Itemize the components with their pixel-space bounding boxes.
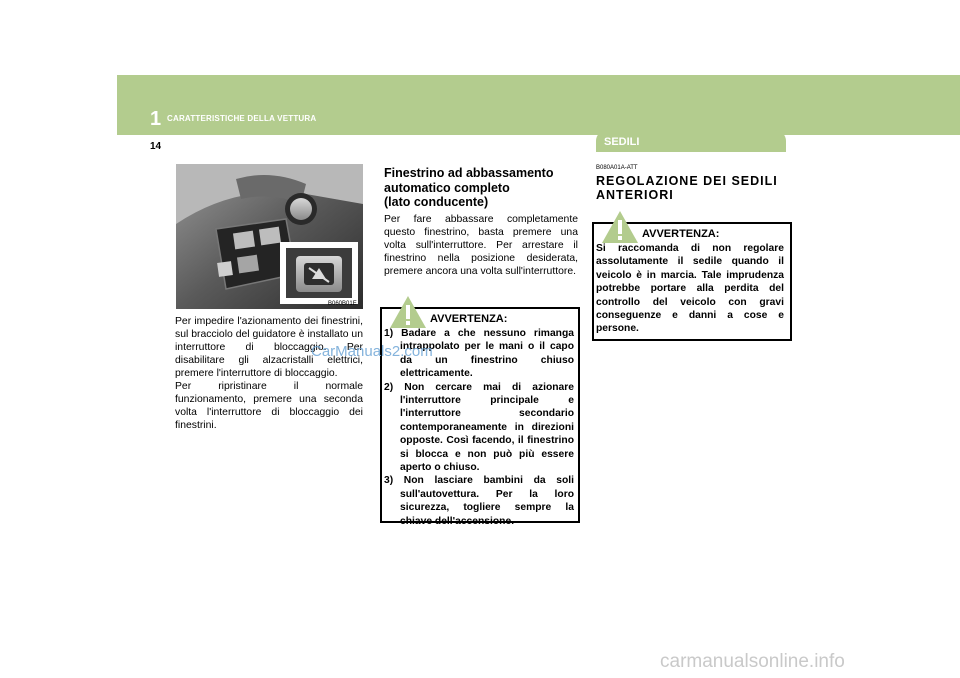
- heading-line: (lato conducente): [384, 195, 489, 209]
- warning-item: 3) Non lasciare bambini da soli sull'autovettura. Per la loro sicurezza, togliere sempre la chiave dell'accensione.: [384, 475, 574, 527]
- header-band: [117, 75, 960, 135]
- warning-icon: [601, 210, 639, 244]
- door-switch-photo: [176, 164, 363, 309]
- warning-title: AVVERTENZA:: [430, 313, 508, 325]
- heading-line: REGOLAZIONE DEI SEDILI: [596, 174, 778, 188]
- seat-adjust-heading: [596, 174, 786, 202]
- warning-body: Si raccomanda di non regolare assolutamente il sedile quando il veicolo è in marcia. Tale imprudenza potrebbe portare alla perdita del controllo del veicolo con gravi conseguenze e danni a cose e persone.: [596, 243, 784, 335]
- auto-down-heading: [384, 166, 578, 210]
- warning-item: 2) Non cercare mai di azionare l'interruttore principale e l'interruttore secondario contemporaneamente in direzioni opposte. Così facendo, il finestrino si blocca e non può più essere aperto o chiuso.: [384, 381, 574, 474]
- paragraph: Per ripristinare il normale funzionamento, premere una seconda volta l'interruttore di bloccaggio dei finestrini.: [175, 381, 363, 431]
- paragraph: Per impedire l'azionamento dei finestrini, sul bracciolo del guidatore è installato un interruttore di bloccaggio. Per disabilitare gli alzacristalli elettrici, premere l'interruttore di bloccaggio.: [175, 316, 363, 379]
- door-switch-illustration: [176, 164, 363, 309]
- section-code: B080A01A-ATT: [596, 165, 638, 171]
- auto-down-body: Per fare abbassare completamente questo finestrino, basta premere una volta sull'interruttore. Per arrestare il finestrino nella posizione desiderata, premere ancora una volta sull'interruttore.: [384, 214, 578, 277]
- heading-line: ANTERIORI: [596, 188, 674, 202]
- warning-icon: [389, 295, 427, 329]
- heading-line: automatico completo: [384, 180, 510, 195]
- lock-switch-text: [175, 315, 363, 432]
- figure-code: B060B01E: [328, 301, 357, 307]
- chapter-number: 1: [150, 108, 162, 130]
- watermark: CarManuals2.com: [311, 343, 433, 360]
- warning-item: 1) Badare a che nessuno rimanga intrappolato per le mani o il capo da un finestrino chiuso elettricamente.: [384, 328, 574, 380]
- section-tab-label: SEDILI: [604, 136, 640, 148]
- page-number: 14: [150, 141, 162, 152]
- watermark[interactable]: carmanualsonline.info: [660, 651, 845, 672]
- chapter-title: CARATTERISTICHE DELLA VETTURA: [167, 114, 317, 123]
- warning-title: AVVERTENZA:: [642, 228, 720, 240]
- heading-line: Finestrino ad abbassamento: [384, 166, 554, 180]
